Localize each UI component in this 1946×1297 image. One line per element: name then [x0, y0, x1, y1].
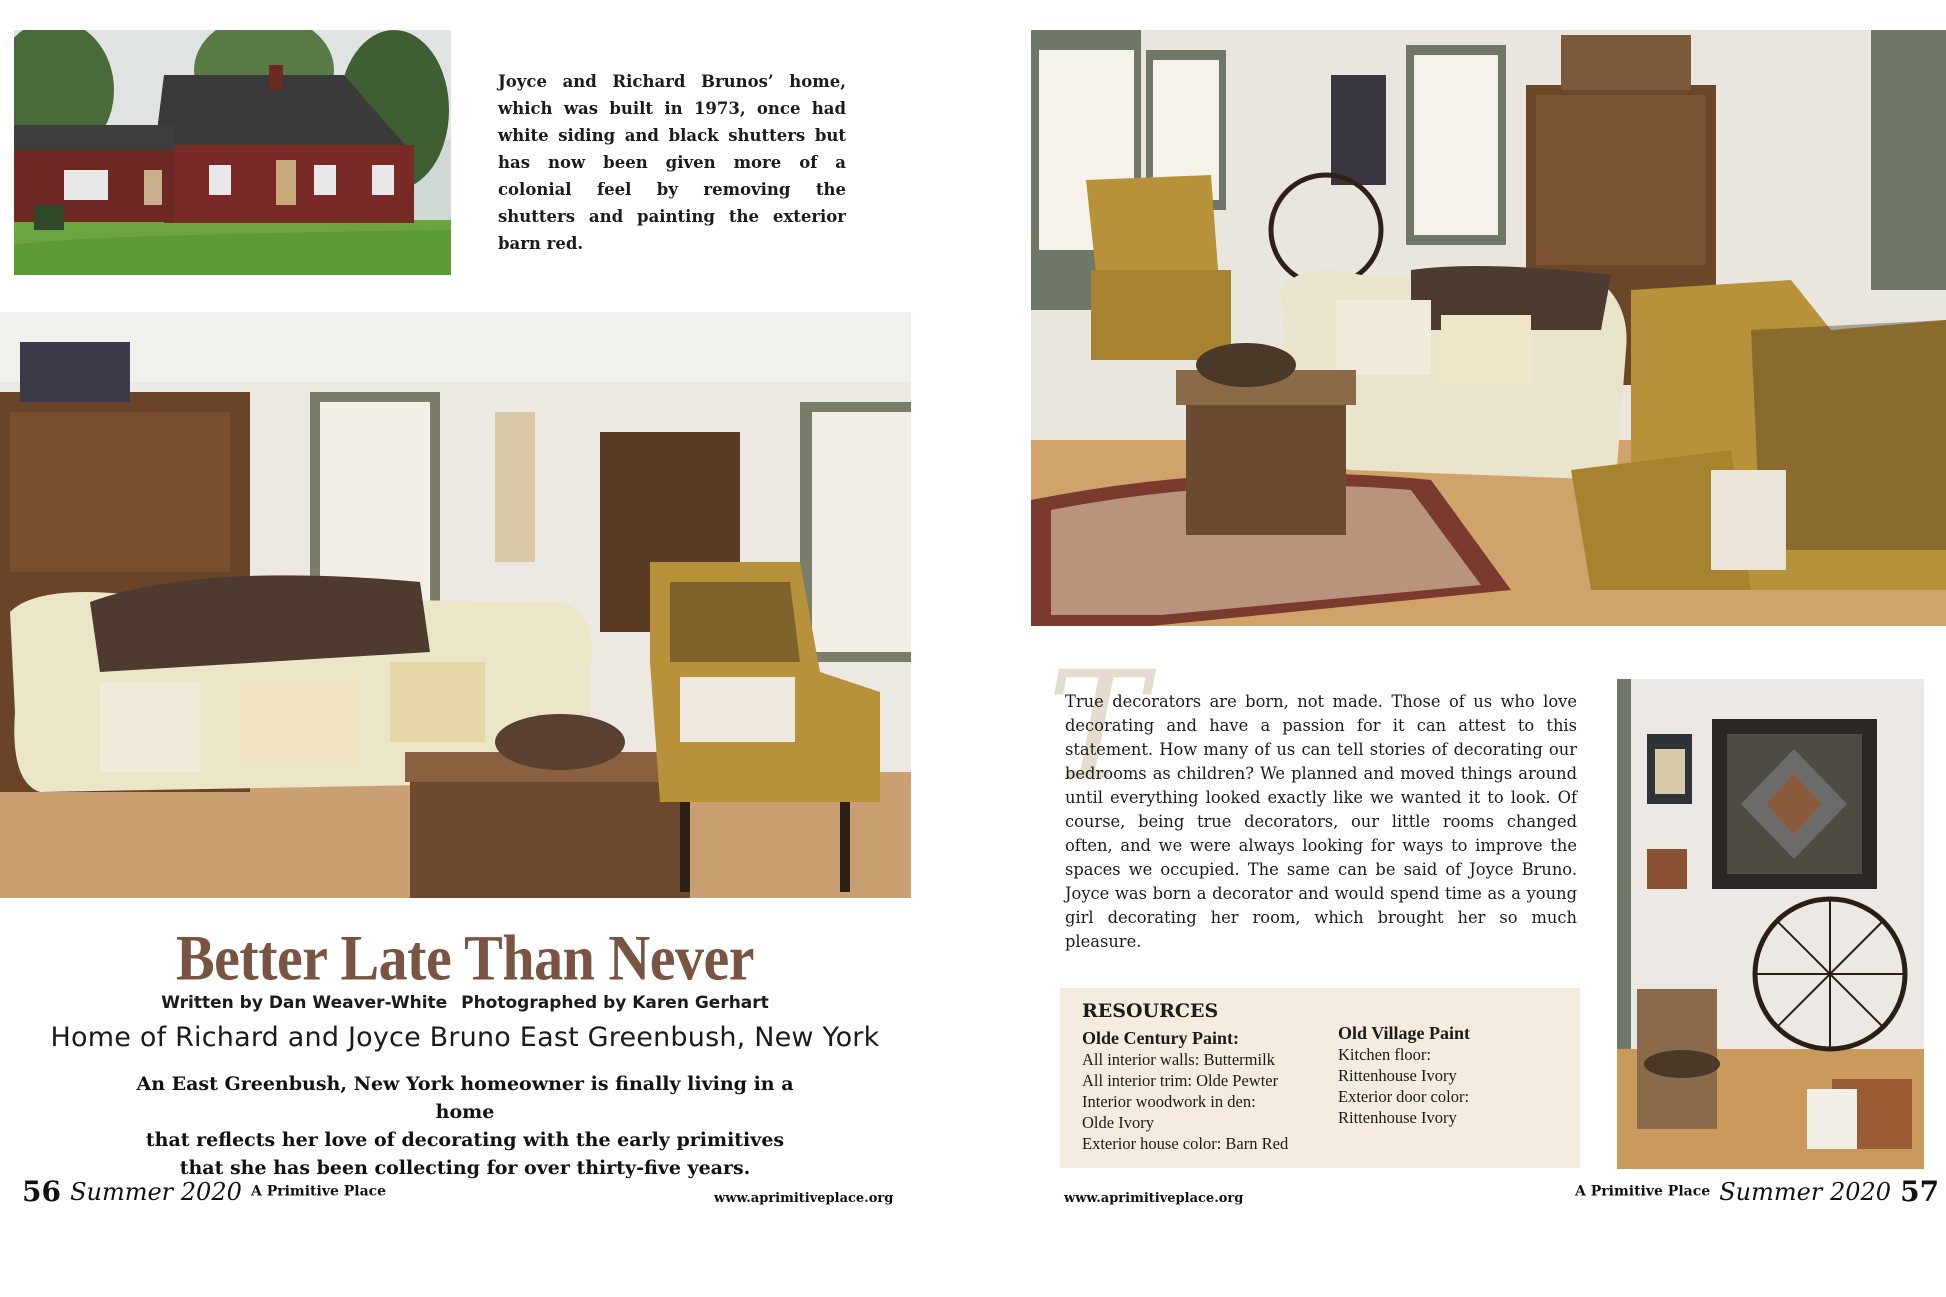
house-exterior-photo [14, 30, 451, 275]
website-url[interactable]: www.aprimitiveplace.org [1064, 1191, 1244, 1206]
resources-heading: Olde Century Paint: [1082, 1028, 1239, 1048]
publication-name: A Primitive Place [250, 1183, 387, 1200]
deck-line: that she has been collecting for over thirty-five years. [179, 1157, 751, 1179]
article-body: True decorators are born, not made. Those of us who love decorating and have a passion for it can attest to this statement. How many of us can tell stories of decorating our bedrooms as children? We planned and moved things around until everything looked exactly like we wanted it to look. Of course, being true decorators, our little rooms changed often, and we were always looking for ways to improve the spaces we occupied. The same can be said of Joyce Bruno. Joyce was born a decorator and would spend time as a young girl decorating her room, which brought her so much pleasure. [1065, 692, 1577, 951]
resources-box [1060, 988, 1580, 1168]
deck-line: An East Greenbush, New York homeowner is finally living in a home [136, 1073, 794, 1123]
resources-column-olde-century [1082, 1028, 1288, 1154]
resources-line: Rittenhouse Ivory [1338, 1108, 1457, 1127]
house-photo-caption: Joyce and Richard Brunos’ home, which was built in 1973, once had white siding and black shutters but has now been given more of a colonial feel by removing the shutters and painting the exterior barn red. [498, 72, 846, 253]
resources-line: Exterior house color: Barn Red [1082, 1134, 1289, 1153]
article-deck [120, 1070, 810, 1182]
article-title: Better Late Than Never [175, 921, 754, 994]
publication-name: A Primitive Place [1575, 1183, 1711, 1200]
deck-line: that reflects her love of decorating with the early primitives [145, 1129, 785, 1151]
resources-line: All interior walls: Buttermilk [1082, 1050, 1275, 1069]
resources-title: RESOURCES [1082, 1000, 1219, 1022]
resources-line: Rittenhouse Ivory [1338, 1066, 1457, 1085]
right-folio [1575, 1175, 1939, 1208]
spinning-wheel-photo [1617, 679, 1924, 1169]
byline [0, 993, 930, 1013]
website-url[interactable]: www.aprimitiveplace.org [714, 1191, 894, 1206]
page-number: 56 [22, 1175, 61, 1208]
sitting-room-photo [1031, 30, 1946, 626]
season-label: Summer 2020 [70, 1177, 242, 1206]
resources-line: Olde Ivory [1082, 1113, 1154, 1132]
resources-line: Kitchen floor: [1338, 1045, 1432, 1064]
writer-credit: Written by Dan Weaver-White [161, 993, 448, 1013]
resources-heading: Old Village Paint [1338, 1023, 1471, 1043]
photographer-credit: Photographed by Karen Gerhart [461, 993, 769, 1013]
resources-line: Interior woodwork in den: [1082, 1092, 1256, 1111]
left-folio [22, 1175, 386, 1208]
resources-column-old-village [1338, 1023, 1470, 1128]
drop-cap: T [1047, 640, 1148, 814]
season-label: Summer 2020 [1719, 1177, 1892, 1206]
page-number: 57 [1900, 1175, 1940, 1208]
living-room-photo [0, 312, 911, 898]
resources-line: All interior trim: Olde Pewter [1082, 1071, 1279, 1090]
home-of-subtitle: Home of Richard and Joyce Bruno East Greenbush, New York [50, 1022, 880, 1053]
resources-line: Exterior door color: [1338, 1087, 1470, 1106]
